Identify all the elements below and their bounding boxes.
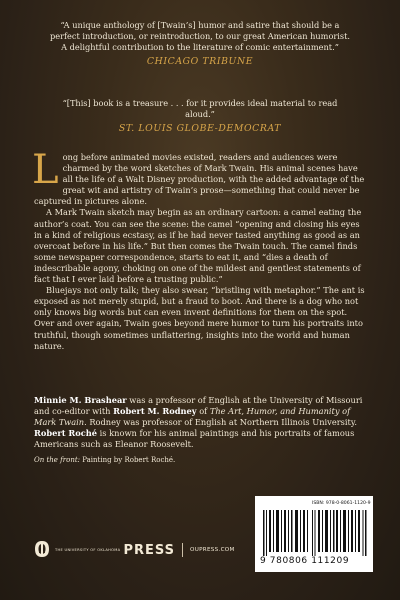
barcode	[255, 496, 373, 572]
review-quote-2-text: “[This] book is a treasure . . . for it provides ideal material to read aloud.”	[62, 98, 338, 119]
review-quote-1-text: “A unique anthology of [Twain’s] humor and satire that should be a perfect introduction, or reintroduction, to our great American humorist. A delightful contribution to the literature of comic entertainment.”	[49, 20, 351, 52]
illustrator-name-roche: Robert Roché	[34, 428, 98, 439]
review-quote-1-source: CHICAGO TRIBUNE	[146, 56, 254, 67]
bio-text-3: Rodney was professor of English at Northern Illinois University.	[86, 417, 358, 428]
cover-art-credit-label: On the front:	[34, 456, 80, 464]
publisher-press-wordmark: PRESS	[123, 542, 176, 558]
description-paragraph-1	[32, 147, 367, 207]
publisher-divider	[182, 543, 183, 557]
review-quote-2-source: ST. LOUIS GLOBE-DEMOCRAT	[118, 123, 282, 134]
bio-text-1: was a professor of English at the University of Missouri and co-editor with	[34, 395, 363, 417]
cover-art-credit	[34, 456, 175, 464]
drop-cap: L	[32, 147, 59, 193]
bio-text-4: is known for his animal paintings and his portraits of famous Americans such as Eleanor Roosevelt.	[34, 428, 355, 450]
cover-art-credit-text: Painting by Robert Roché.	[80, 456, 176, 464]
ou-logo-icon	[34, 540, 50, 560]
review-quote-2	[48, 98, 352, 134]
bio-text-2: of	[196, 406, 210, 417]
description-paragraph-2: A Mark Twain sketch may begin as an ordinary cartoon: a camel eating the author’s coat. You can see the scene: the camel “opening and closing his eyes in a kind of religious ecstasy, as if he had never tasted anything as good as an overcoat before in his life.” But then comes the Twain touch. The camel finds some newspaper correspondence, starts to eat it, and “dies a death of indescribable agony, choking on one of the mildest and gentlest statements of fact that I ever laid before a trusting public.”	[34, 207, 362, 285]
author-bio	[34, 395, 367, 450]
author-name-rodney: Robert M. Rodney	[113, 406, 197, 417]
description-paragraph-3: Bluejays not only talk; they also swear, “bristling with metaphor.” The ant is exposed as not merely stupid, but a fraud to boot. And there is a dog who not only knows big words but can even invent definitions for them on the spot. Over and over again, Twain goes beyond mere humor to turn his portraits into truthful, though sometimes unflattering, insights into the world and human nature.	[34, 285, 365, 351]
isbn-label: ISBN: 978-0-8061-1120-9	[312, 501, 371, 506]
description-text	[32, 147, 367, 352]
barcode-digits: 9 780806 111209	[260, 556, 350, 566]
publisher-university-name: THE UNIVERSITY OF OKLAHOMA	[55, 548, 121, 552]
book-title-reference: The Art, Humor, and Humanity of Mark Twain.	[34, 406, 351, 428]
review-quote-1	[48, 20, 352, 67]
barcode-bars	[263, 510, 367, 556]
publisher-website: OUPRESS.COM	[190, 547, 235, 553]
paragraph-1-text: ong before animated movies existed, readers and audiences were charmed by the word sketches of Mark Twain. His animal scenes have all the life of a Walt Disney production, with the added advantage of the great wit and artistry of Twain’s prose—something that could never be captured in pictures alone.	[34, 152, 365, 207]
publisher-logo	[34, 540, 235, 560]
author-name-brashear: Minnie M. Brashear	[34, 395, 127, 405]
